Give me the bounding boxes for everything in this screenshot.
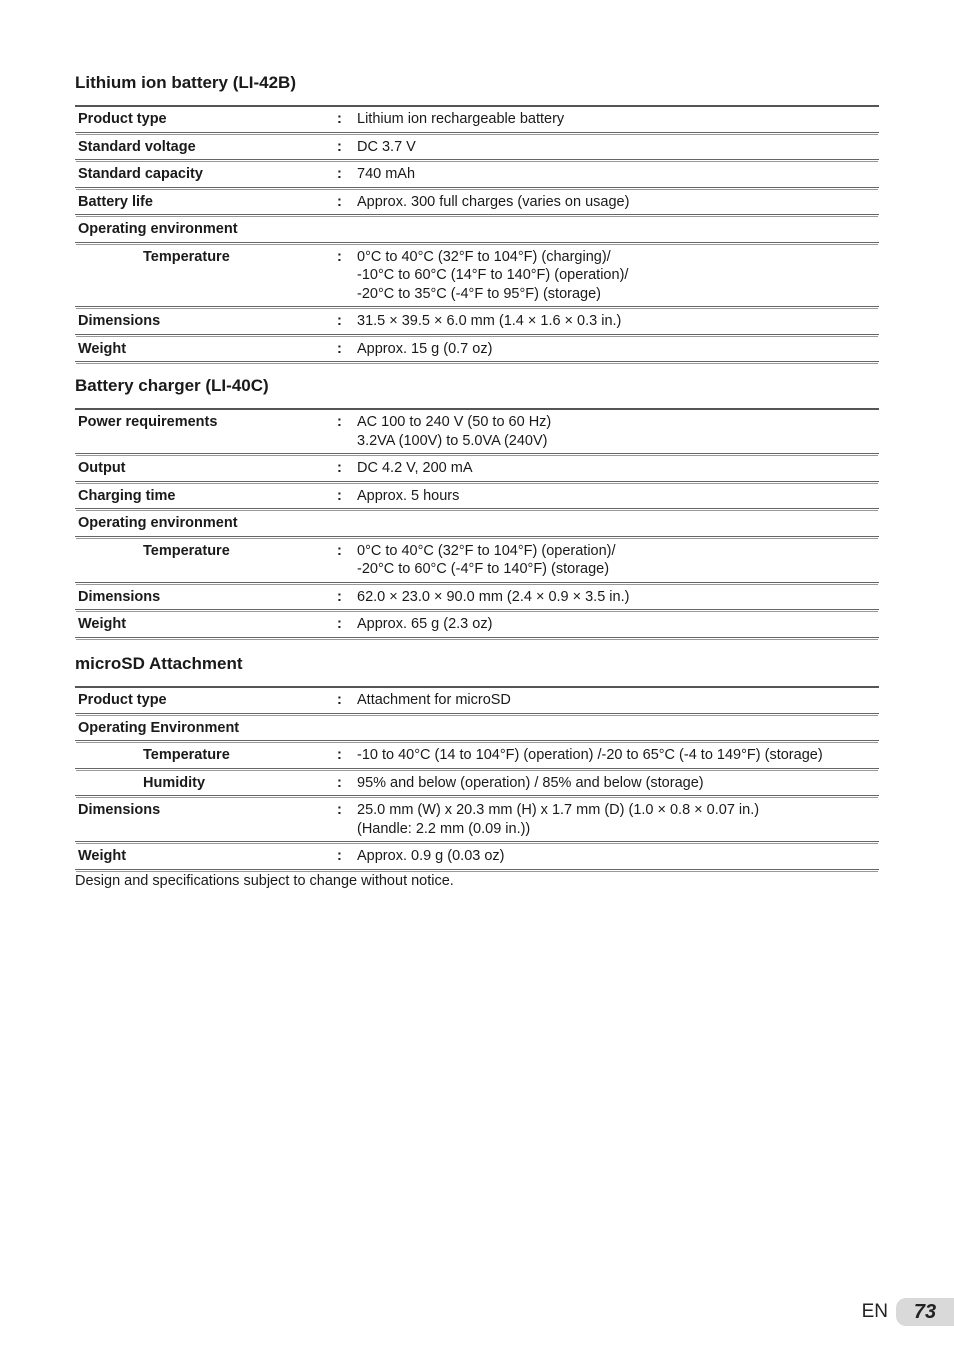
- spec-value-line: 0°C to 40°C (32°F to 104°F) (charging)/: [357, 248, 611, 265]
- spec-label: Weight: [78, 340, 127, 357]
- spec-label: Product type: [78, 692, 167, 708]
- spec-row: [75, 716, 879, 742]
- spec-label: Product type: [78, 111, 167, 127]
- spec-row: [75, 511, 879, 537]
- spec-value: [357, 165, 879, 184]
- spec-label: Weight: [78, 848, 127, 864]
- spec-value: [357, 110, 879, 129]
- spec-value: [357, 459, 879, 478]
- spec-separator: :: [337, 166, 342, 182]
- spec-value-line: DC 4.2 V, 200 mA: [357, 460, 473, 476]
- spec-row: [75, 798, 879, 842]
- spec-label: Power requirements: [78, 414, 218, 430]
- spec-row: [75, 771, 879, 797]
- section-title: Lithium ion battery (LI-42B): [75, 73, 296, 92]
- spec-label: Standard voltage: [78, 138, 196, 155]
- spec-value-line: Approx. 65 g (2.3 oz): [357, 616, 493, 632]
- spec-value-line: 0°C to 40°C (32°F to 104°F) (operation)/: [357, 542, 616, 559]
- spec-label: Temperature: [143, 248, 230, 265]
- spec-label: Charging time: [78, 487, 176, 504]
- spec-value: [357, 248, 879, 304]
- spec-value-line: 95% and below (operation) / 85% and below (storage): [357, 774, 704, 791]
- spec-value-line: 740 mAh: [357, 166, 416, 182]
- spec-value-line: Approx. 0.9 g (0.03 oz): [357, 848, 505, 864]
- spec-label: Humidity: [143, 774, 206, 791]
- spec-separator: :: [337, 848, 342, 864]
- spec-label: Temperature: [143, 747, 230, 763]
- spec-separator: :: [337, 193, 342, 210]
- page-number: 73: [896, 1298, 954, 1326]
- spec-separator: :: [337, 487, 342, 504]
- spec-row: [75, 190, 879, 216]
- spec-value-line: Attachment for microSD: [357, 692, 511, 708]
- spec-row: [75, 844, 879, 870]
- spec-label: Weight: [78, 616, 127, 632]
- spec-value-line: Approx. 5 hours: [357, 487, 460, 504]
- spec-value-line: -20°C to 60°C (-4°F to 140°F) (storage): [357, 561, 610, 577]
- spec-value-line: DC 3.7 V: [357, 138, 416, 155]
- spec-row: [75, 539, 879, 583]
- spec-value-line: 25.0 mm (W) x 20.3 mm (H) x 1.7 mm (D) (1.0 × 0.8 × 0.07 in.): [357, 802, 760, 818]
- spec-row: [75, 743, 879, 769]
- spec-row: [75, 337, 879, 363]
- spec-label: Operating environment: [78, 221, 238, 237]
- spec-value-line: 31.5 × 39.5 × 6.0 mm (1.4 × 1.6 × 0.3 in.): [357, 313, 622, 329]
- spec-row: [75, 456, 879, 482]
- page-footer: [862, 1298, 954, 1326]
- spec-row: [75, 135, 879, 161]
- spec-separator: :: [337, 542, 342, 559]
- spec-row: [75, 585, 879, 611]
- spec-value: [357, 719, 879, 738]
- section-title: microSD Attachment: [75, 654, 243, 673]
- spec-separator: :: [337, 616, 342, 632]
- spec-label: Standard capacity: [78, 166, 203, 182]
- spec-row: [75, 612, 879, 638]
- spec-value: [357, 220, 879, 239]
- spec-value: [357, 193, 879, 212]
- spec-value: [357, 691, 879, 710]
- spec-row: [75, 309, 879, 335]
- spec-separator: :: [337, 414, 342, 430]
- disclaimer-note: Design and specifications subject to change without notice.: [75, 873, 454, 889]
- spec-separator: :: [337, 774, 342, 791]
- spec-value-line: Approx. 300 full charges (varies on usage): [357, 193, 630, 210]
- spec-separator: :: [337, 313, 342, 329]
- section-title: Battery charger (LI-40C): [75, 376, 269, 395]
- spec-row: [75, 162, 879, 188]
- spec-row: [75, 107, 879, 133]
- spec-separator: :: [337, 111, 342, 127]
- language-code: EN: [861, 1301, 888, 1322]
- spec-value-line: -10 to 40°C (14 to 104°F) (operation) /-20 to 65°C (-4 to 149°F) (storage): [357, 747, 823, 763]
- spec-value: [357, 487, 879, 506]
- spec-table-microsd: [75, 686, 879, 870]
- spec-table-charger: [75, 408, 879, 638]
- spec-value: [357, 340, 879, 359]
- spec-value: [357, 746, 879, 765]
- spec-value-line: AC 100 to 240 V (50 to 60 Hz): [357, 414, 552, 430]
- spec-value: [357, 413, 879, 450]
- spec-table-battery: [75, 105, 879, 362]
- spec-row: [75, 410, 879, 454]
- spec-value-line: Lithium ion rechargeable battery: [357, 111, 565, 127]
- spec-value: [357, 774, 879, 793]
- spec-separator: :: [337, 248, 342, 265]
- spec-value: [357, 847, 879, 866]
- spec-separator: :: [337, 802, 342, 818]
- spec-label: Operating environment: [78, 515, 238, 531]
- spec-label: Dimensions: [78, 588, 161, 605]
- spec-label: Battery life: [78, 193, 153, 210]
- spec-label: Temperature: [143, 542, 230, 559]
- spec-separator: :: [337, 138, 342, 155]
- spec-separator: :: [337, 747, 342, 763]
- spec-separator: :: [337, 340, 342, 357]
- spec-label: Operating Environment: [78, 719, 240, 736]
- spec-value: [357, 312, 879, 331]
- spec-value: [357, 514, 879, 533]
- spec-value-line: 62.0 × 23.0 × 90.0 mm (2.4 × 0.9 × 3.5 in.): [357, 588, 630, 605]
- spec-value-line: -10°C to 60°C (14°F to 140°F) (operation)/: [357, 267, 629, 283]
- spec-row: [75, 688, 879, 714]
- spec-value: [357, 542, 879, 579]
- spec-value-line: Approx. 15 g (0.7 oz): [357, 340, 493, 357]
- spec-value-line: 3.2VA (100V) to 5.0VA (240V): [357, 432, 548, 449]
- spec-label: Dimensions: [78, 313, 161, 329]
- spec-value-line: -20°C to 35°C (-4°F to 95°F) (storage): [357, 285, 601, 302]
- spec-separator: :: [337, 692, 342, 708]
- spec-value: [357, 615, 879, 634]
- spec-row: [75, 217, 879, 243]
- spec-separator: :: [337, 460, 342, 476]
- spec-value: [357, 138, 879, 157]
- spec-value: [357, 801, 879, 838]
- spec-label: Output: [78, 460, 126, 476]
- spec-separator: :: [337, 588, 342, 605]
- spec-value-line: (Handle: 2.2 mm (0.09 in.)): [357, 820, 531, 837]
- spec-value: [357, 588, 879, 607]
- spec-row: [75, 484, 879, 510]
- spec-label: Dimensions: [78, 802, 161, 818]
- spec-row: [75, 245, 879, 308]
